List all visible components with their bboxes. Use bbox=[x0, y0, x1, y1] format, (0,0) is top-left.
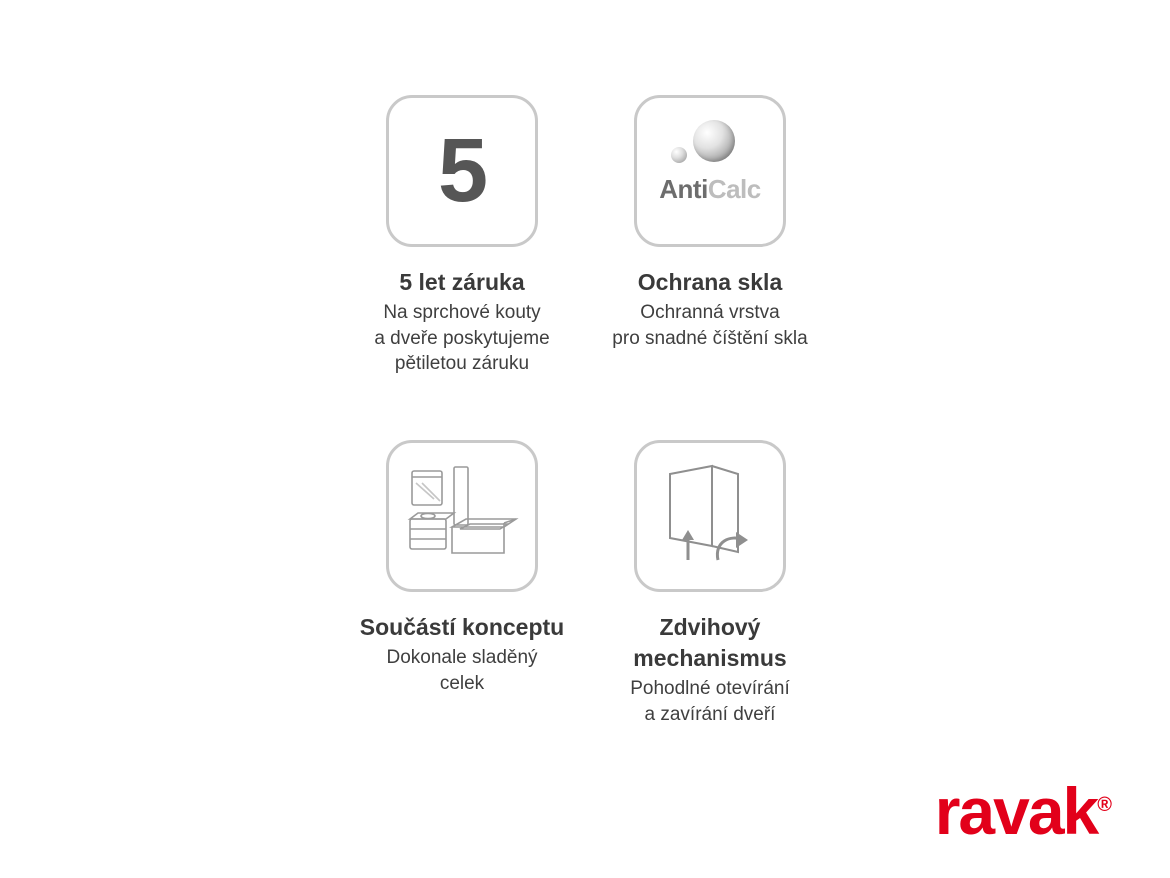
feature-description bbox=[332, 645, 592, 696]
brand-name: ravak bbox=[934, 774, 1098, 848]
water-drop-large-icon bbox=[693, 120, 735, 162]
feature-card-glass-protection bbox=[580, 95, 840, 351]
feature-description-line: Dokonale sladěný bbox=[386, 647, 538, 669]
feature-description-line: Na sprchové kouty bbox=[383, 302, 541, 324]
anticalc-anti-label: Anti bbox=[659, 174, 708, 204]
bathroom-furniture-illustration bbox=[404, 461, 520, 571]
feature-card-warranty bbox=[332, 95, 592, 377]
feature-title: Ochrana skla bbox=[637, 269, 783, 295]
feature-description bbox=[580, 676, 840, 727]
feature-description-line: pětiletou záruku bbox=[394, 353, 530, 375]
feature-description-line: pro snadné číštění skla bbox=[612, 327, 808, 349]
feature-title: Součástí konceptu bbox=[359, 614, 565, 640]
feature-description-line: a dveře poskytujeme bbox=[374, 327, 550, 349]
ravak-logo bbox=[934, 774, 1112, 848]
feature-card-lift-mechanism bbox=[580, 440, 840, 727]
feature-title: 5 let záruka bbox=[399, 269, 525, 295]
door-lift-illustration bbox=[652, 460, 768, 572]
registered-trademark-icon: ® bbox=[1097, 794, 1112, 816]
anticalc-water-drops-icon bbox=[634, 95, 786, 247]
water-drop-small-icon bbox=[671, 147, 687, 163]
lift-door-mechanism-icon bbox=[634, 440, 786, 592]
bathroom-concept-icon bbox=[386, 440, 538, 592]
feature-description-line: Ochranná vrstva bbox=[640, 302, 780, 324]
feature-description-line: Pohodlné otevírání bbox=[630, 678, 790, 700]
feature-description bbox=[332, 300, 592, 377]
feature-card-concept bbox=[332, 440, 592, 696]
anticalc-wordmark bbox=[645, 174, 775, 205]
feature-title: Zdvihový mechanismus bbox=[633, 614, 787, 672]
number-five-label: 5 bbox=[437, 121, 487, 221]
feature-description bbox=[580, 300, 840, 351]
anticalc-calc-label: Calc bbox=[707, 174, 761, 204]
feature-description-line: a zavírání dveří bbox=[644, 703, 776, 725]
feature-description-line: celek bbox=[439, 672, 485, 694]
number-five-icon bbox=[386, 95, 538, 247]
anticalc-graphic bbox=[645, 106, 775, 236]
